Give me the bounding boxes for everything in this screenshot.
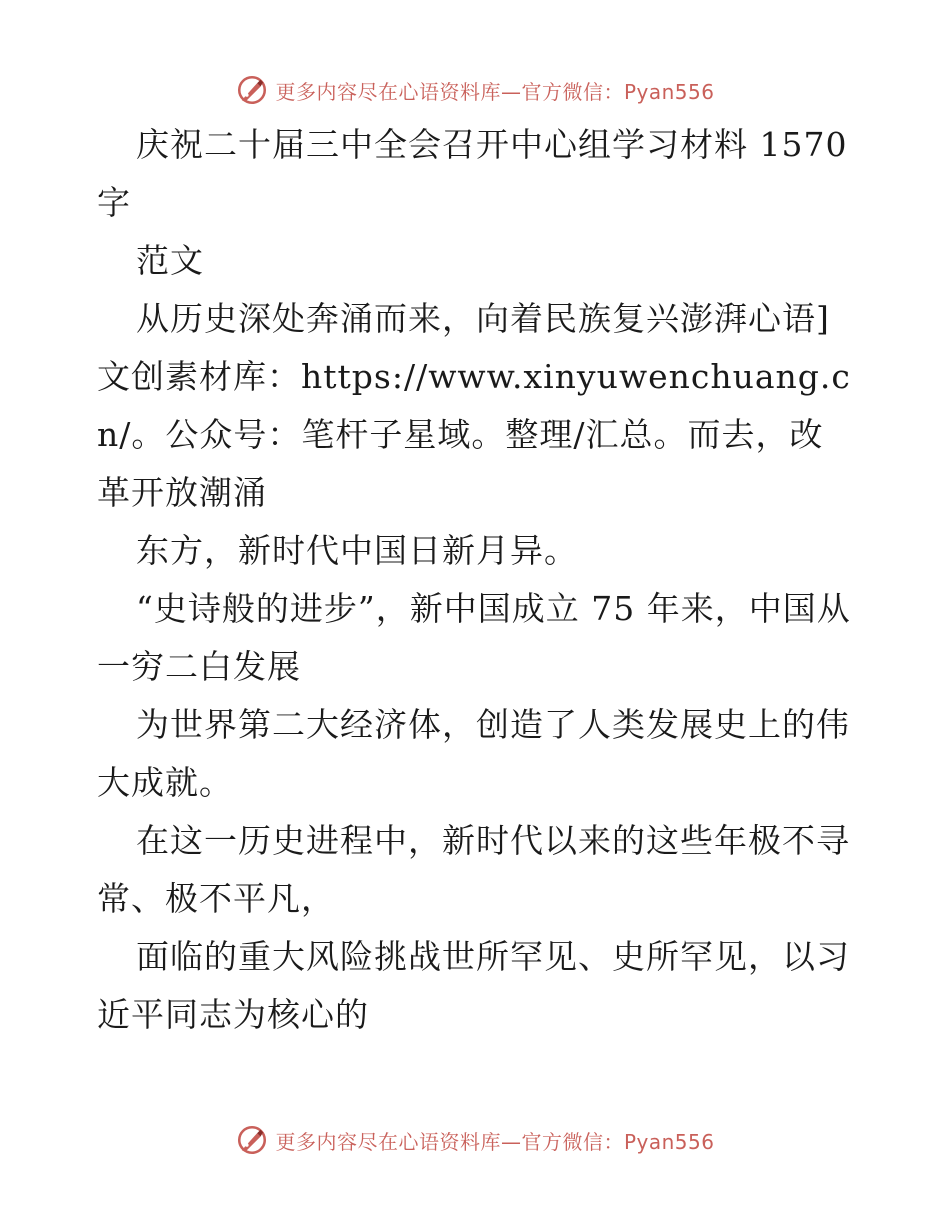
doc-paragraph: 为世界第二大经济体，创造了人类发展史上的伟大成就。 bbox=[97, 705, 850, 802]
document-body bbox=[97, 116, 857, 1044]
pen-seal-icon bbox=[235, 1123, 269, 1157]
doc-title-line: 庆祝二十届三中全会召开中心组学习材料 1570字 bbox=[97, 125, 848, 222]
doc-paragraph: “史诗般的进步”，新中国成立 75 年来，中国从一穷二白发展 bbox=[97, 589, 851, 686]
doc-paragraph: 从历史深处奔涌而来，向着民族复兴澎湃心语]文创素材库：https://www.xinyuwenchuang.cn/。公众号：笔杆子星域。整理/汇总。而去，改革开放潮涌 bbox=[97, 299, 851, 512]
header-banner-text: 更多内容尽在心语资料库—官方微信：Pyan556 bbox=[275, 79, 715, 104]
pen-seal-icon bbox=[235, 73, 269, 107]
doc-paragraph: 面临的重大风险挑战世所罕见、史所罕见，以习近平同志为核心的 bbox=[97, 937, 850, 1034]
doc-paragraph: 东方，新时代中国日新月异。 bbox=[136, 531, 578, 570]
page-footer bbox=[0, 1120, 950, 1160]
footer-banner bbox=[235, 1123, 714, 1157]
header-banner bbox=[235, 73, 714, 107]
footer-banner-text: 更多内容尽在心语资料库—官方微信：Pyan556 bbox=[275, 1129, 715, 1154]
page-header bbox=[0, 70, 950, 110]
doc-paragraph: 在这一历史进程中，新时代以来的这些年极不寻常、极不平凡， bbox=[97, 821, 850, 918]
doc-subtitle: 范文 bbox=[136, 241, 204, 280]
